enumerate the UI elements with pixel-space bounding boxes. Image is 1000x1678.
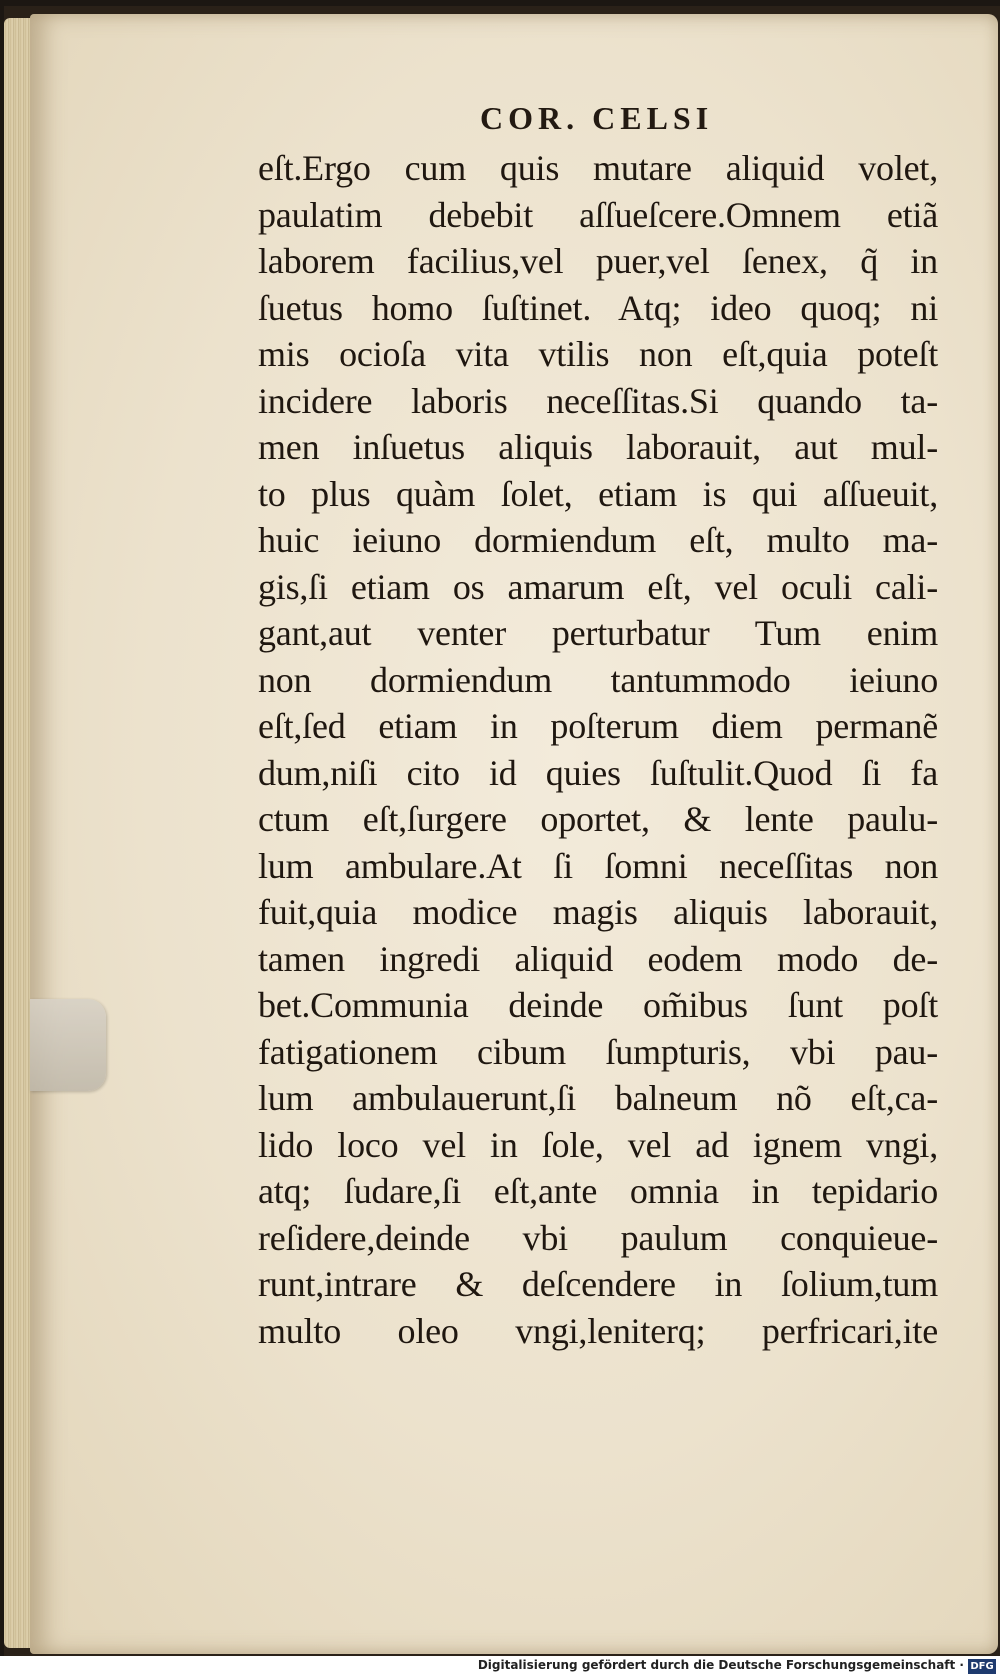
text-line: atq; ſudare,ſi eſt,ante omnia in tepidario [258,1171,938,1211]
text-line: huic ieiuno dormiendum eſt, multo ma- [258,520,938,560]
text-line: laborem facilius,vel puer,vel ſenex, q̃ in [258,241,938,281]
text-line: eſt,ſed etiam in poſterum diem permanẽ [258,706,938,746]
funding-credit: Digitalisierung gefördert durch die Deutsche Forschungsgemeinschaft · [477,1658,964,1672]
text-line: runt,intrare & deſcendere in ſolium,tum [258,1264,938,1304]
text-line: eſt.Ergo cum quis mutare aliquid volet, [258,148,938,188]
text-line: dum,niſi cito id quies ſuſtulit.Quod ſi fa [258,752,938,793]
text-line: gant,aut venter perturbatur Tum enim [258,613,938,653]
text-line: gis,ſi etiam os amarum eſt, vel oculi cali- [258,566,938,607]
footer-bar [0,1656,1000,1678]
text-line: lido loco vel in ſole, vel ad ignem vngi, [258,1124,938,1165]
text-line: to plus quàm ſolet, etiam is qui aſſueuit, [258,473,938,514]
text-line: bet.Communia deinde om̃ibus ſunt poſt [258,985,938,1025]
text-line: paulatim debebit aſſueſcere.Omnem etiã [258,194,938,235]
text-line: fuit,quia modice magis aliquis laborauit, [258,892,938,932]
text-line: lum ambulare.At ſi ſomni neceſſitas non [258,845,938,886]
text-line: reſidere,deinde vbi paulum conquieue- [258,1217,938,1258]
text-line: lum ambulauerunt,ſi balneum nõ eſt,ca- [258,1078,938,1118]
text-line: ſuetus homo ſuſtinet. Atq; ideo quoq; ni [258,287,938,328]
text-line: mis ocioſa vita vtilis non eſt,quia poteſt [258,334,938,374]
text-line: incidere laboris neceſſitas.Si quando ta- [258,380,938,421]
text-line: tamen ingredi aliquid eodem modo de- [258,938,938,979]
text-line: multo oleo vngi,leniterq; perfricari,ite [258,1310,938,1351]
dfg-logo: DFG [968,1659,996,1674]
text-line: men inſuetus aliquis laborauit, aut mul- [258,427,938,467]
bookmark-ribbon [30,999,106,1091]
text-block [258,145,948,1354]
running-head: COR. CELSI [480,100,714,136]
text-line: fatigationem cibum ſumpturis, vbi pau- [258,1031,938,1072]
text-line: ctum eſt,ſurgere oportet, & lente paulu- [258,799,938,839]
text-line: non dormiendum tantummodo ieiuno [258,659,938,700]
